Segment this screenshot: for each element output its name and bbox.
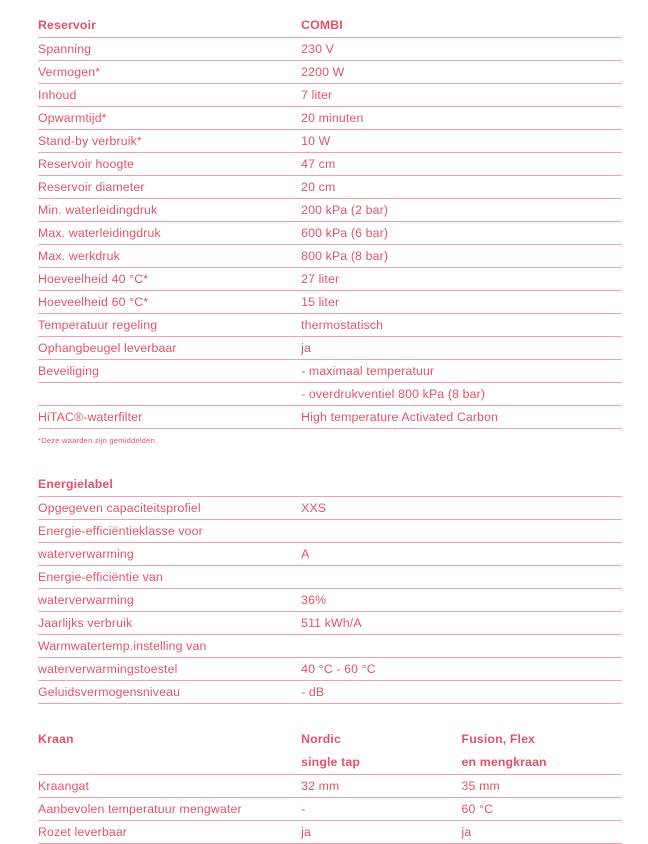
table-row	[38, 199, 622, 222]
table-row	[38, 153, 622, 176]
table-row	[38, 268, 622, 291]
row-label: Hoeveelheid 40 °C*	[38, 268, 301, 291]
row-value: - dB	[301, 681, 622, 704]
row-value: 800 kPa (8 bar)	[301, 245, 622, 268]
table-row	[38, 360, 622, 383]
row-label: Reservoir hoogte	[38, 153, 301, 176]
table-row	[38, 821, 622, 844]
energielabel-table	[38, 473, 622, 704]
row-value-1: 32 mm	[301, 775, 461, 798]
kraan-table-body	[38, 728, 622, 844]
table-row	[38, 589, 622, 612]
row-value: XXS	[301, 497, 622, 520]
table-row	[38, 84, 622, 107]
table-row	[38, 406, 622, 429]
row-label: Reservoir diameter	[38, 176, 301, 199]
energielabel-header-value	[301, 473, 622, 497]
row-label: Aanbevolen temperatuur mengwater	[38, 798, 301, 821]
row-value: - maximaal temperatuur	[301, 360, 622, 383]
row-label: waterverwarming	[38, 543, 301, 566]
table-row	[38, 245, 622, 268]
table-row	[38, 681, 622, 704]
row-value-1: -	[301, 798, 461, 821]
reservoir-table	[38, 14, 622, 429]
row-value: 7 liter	[301, 84, 622, 107]
row-value: 2200 W	[301, 61, 622, 84]
row-value: 47 cm	[301, 153, 622, 176]
table-row	[38, 176, 622, 199]
row-value	[301, 520, 622, 543]
table-row	[38, 566, 622, 589]
table-row	[38, 107, 622, 130]
row-label: Opgegeven capaciteitsprofiel	[38, 497, 301, 520]
table-row	[38, 61, 622, 84]
row-value: 10 W	[301, 130, 622, 153]
row-value: High temperature Activated Carbon	[301, 406, 622, 429]
table-row	[38, 798, 622, 821]
row-value: thermostatisch	[301, 314, 622, 337]
table-row	[38, 543, 622, 566]
row-value: 15 liter	[301, 291, 622, 314]
row-value: 20 cm	[301, 176, 622, 199]
row-value-2: 35 mm	[462, 775, 622, 798]
table-row	[38, 291, 622, 314]
row-value: A	[301, 543, 622, 566]
table-header-row	[38, 728, 622, 751]
row-value	[301, 566, 622, 589]
reservoir-table-body	[38, 14, 622, 429]
row-value: 200 kPa (2 bar)	[301, 199, 622, 222]
row-label: HiTAC®-waterfilter	[38, 406, 301, 429]
row-label: Kraangat	[38, 775, 301, 798]
row-label	[38, 383, 301, 406]
row-label: Hoeveelheid 60 °C*	[38, 291, 301, 314]
table-row	[38, 635, 622, 658]
row-label: Temperatuur regeling	[38, 314, 301, 337]
row-value: 27 liter	[301, 268, 622, 291]
row-label: Ophangbeugel leverbaar	[38, 337, 301, 360]
kraan-header-label-blank	[38, 751, 301, 775]
row-label: Rozet leverbaar	[38, 821, 301, 844]
table-row	[38, 222, 622, 245]
table-header-row	[38, 473, 622, 497]
row-label: Geluidsvermogensniveau	[38, 681, 301, 704]
row-value: 230 V	[301, 38, 622, 61]
table-row	[38, 383, 622, 406]
table-row	[38, 130, 622, 153]
row-label: Max. waterleidingdruk	[38, 222, 301, 245]
energielabel-header-label: Energielabel	[38, 473, 301, 497]
table-header-row	[38, 14, 622, 38]
table-header-row-second-line	[38, 751, 622, 775]
reservoir-header-label: Reservoir	[38, 14, 301, 38]
reservoir-footnote: *Deze waarden zijn gemiddelden.	[38, 436, 158, 445]
reservoir-header-value: COMBI	[301, 14, 622, 38]
row-value: 20 minuten	[301, 107, 622, 130]
table-row	[38, 314, 622, 337]
energielabel-table-body	[38, 473, 622, 704]
row-label: waterverwarming	[38, 589, 301, 612]
kraan-header-value2-line2: en mengkraan	[462, 751, 622, 775]
row-value: - overdrukventiel 800 kPa (8 bar)	[301, 383, 622, 406]
row-value	[301, 635, 622, 658]
row-value: ja	[301, 337, 622, 360]
section-gap	[38, 445, 622, 473]
row-value-2: 60 °C	[462, 798, 622, 821]
row-label: Stand-by verbruik*	[38, 130, 301, 153]
table-row	[38, 497, 622, 520]
row-label: Energie-efficiëntieklasse voor	[38, 520, 301, 543]
row-value-1: ja	[301, 821, 461, 844]
kraan-header-value2-line1: Fusion, Flex	[461, 732, 536, 746]
row-label: Beveiliging	[38, 360, 301, 383]
row-value: 40 °C - 60 °C	[301, 658, 622, 681]
table-row	[38, 658, 622, 681]
kraan-header-label: Kraan	[38, 732, 74, 746]
kraan-header-value1-line1: Nordic	[301, 732, 341, 746]
row-label: waterverwarmingstoestel	[38, 658, 301, 681]
table-row	[38, 775, 622, 798]
table-row	[38, 337, 622, 360]
row-value: 600 kPa (6 bar)	[301, 222, 622, 245]
kraan-table	[38, 728, 622, 844]
row-label: Energie-efficiëntie van	[38, 566, 301, 589]
table-row	[38, 38, 622, 61]
row-label: Max. werkdruk	[38, 245, 301, 268]
table-row	[38, 520, 622, 543]
row-label: Jaarlijks verbruik	[38, 612, 301, 635]
row-label: Warmwatertemp.instelling van	[38, 635, 301, 658]
row-label: Min. waterleidingdruk	[38, 199, 301, 222]
row-label: Inhoud	[38, 84, 301, 107]
row-label: Vermogen*	[38, 61, 301, 84]
row-value: 511 kWh/A	[301, 612, 622, 635]
row-value: 36%	[301, 589, 622, 612]
kraan-header-value1-line2: single tap	[301, 751, 461, 775]
table-row	[38, 612, 622, 635]
section-gap	[38, 704, 622, 728]
row-label: Spanning	[38, 38, 301, 61]
row-value-2: ja	[462, 821, 622, 844]
row-label: Opwarmtijd*	[38, 107, 301, 130]
